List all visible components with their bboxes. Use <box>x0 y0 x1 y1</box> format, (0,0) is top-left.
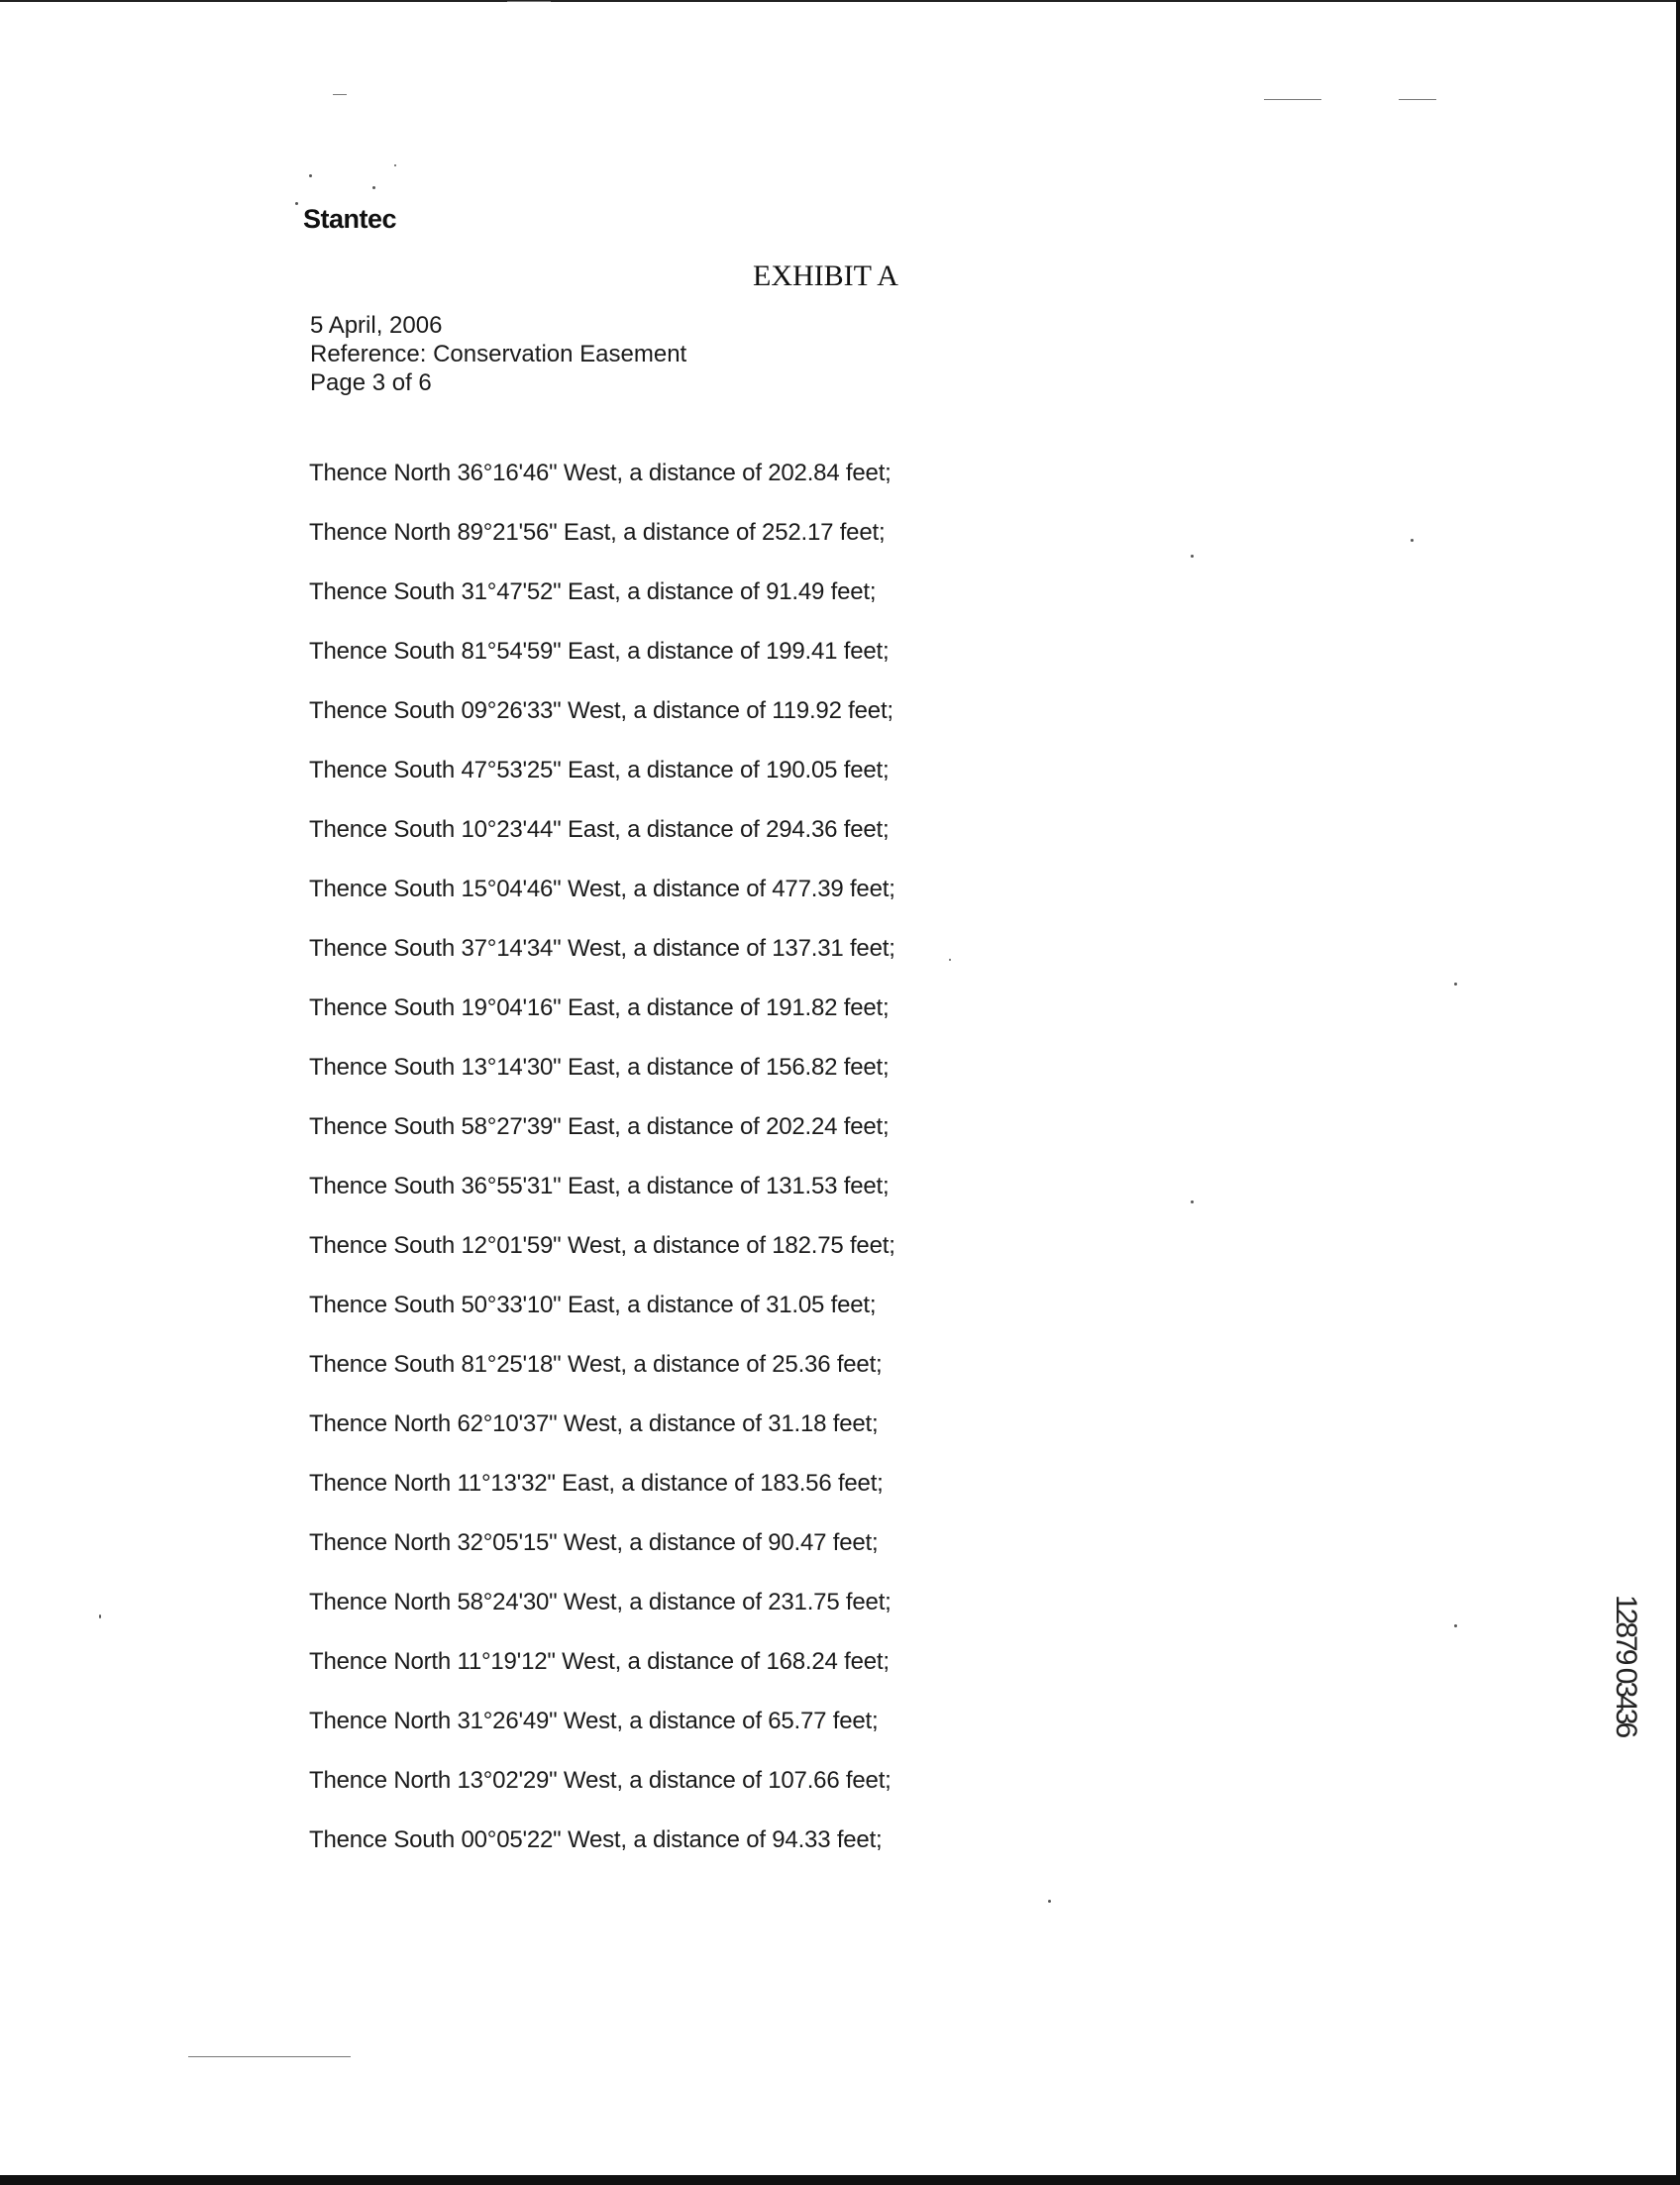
scan-bottom-edge <box>0 2175 1680 2185</box>
scan-dash <box>333 94 347 95</box>
scan-speck <box>949 959 951 961</box>
scan-speck <box>1454 1624 1457 1627</box>
boundary-course: Thence North 62°10'37" West, a distance of 31.18 feet; <box>309 1410 879 1437</box>
scan-speck <box>1411 539 1414 542</box>
boundary-course: Thence South 58°27'39" East, a distance of 202.24 feet; <box>309 1113 890 1140</box>
reference-line: Reference: Conservation Easement <box>310 341 687 367</box>
scan-speck <box>309 174 312 177</box>
scan-speck <box>372 186 375 189</box>
boundary-course: Thence North 31°26'49" West, a distance of 65.77 feet; <box>309 1708 879 1734</box>
scan-dash <box>507 1 551 2</box>
boundary-course: Thence South 36°55'31" East, a distance of 131.53 feet; <box>309 1173 890 1199</box>
boundary-course: Thence North 11°13'32" East, a distance of 183.56 feet; <box>309 1470 884 1497</box>
scan-speck <box>1191 1200 1194 1203</box>
boundary-course: Thence South 31°47'52" East, a distance of 91.49 feet; <box>309 578 877 605</box>
scan-top-edge <box>0 0 1680 2</box>
boundary-course: Thence South 37°14'34" West, a distance of 137.31 feet; <box>309 935 895 962</box>
boundary-course: Thence North 89°21'56" East, a distance of 252.17 feet; <box>309 519 886 546</box>
boundary-course: Thence North 13°02'29" West, a distance of 107.66 feet; <box>309 1767 892 1794</box>
scan-speck <box>1048 1900 1051 1903</box>
boundary-course: Thence North 32°05'15" West, a distance of 90.47 feet; <box>309 1529 879 1556</box>
boundary-course: Thence South 13°14'30" East, a distance of 156.82 feet; <box>309 1054 890 1081</box>
boundary-course: Thence South 10°23'44" East, a distance of 294.36 feet; <box>309 816 890 843</box>
company-logo: Stantec <box>303 204 397 234</box>
boundary-course: Thence North 36°16'46" West, a distance of 202.84 feet; <box>309 460 892 486</box>
document-number-stamp: 12879 03436 <box>1610 1595 1642 1736</box>
boundary-course: Thence North 11°19'12" West, a distance of 168.24 feet; <box>309 1648 890 1675</box>
boundary-course: Thence South 09°26'33" West, a distance of 119.92 feet; <box>309 697 893 724</box>
boundary-course: Thence South 15°04'46" West, a distance of 477.39 feet; <box>309 876 895 902</box>
scan-dash <box>188 2056 351 2057</box>
date-line: 5 April, 2006 <box>310 312 443 339</box>
scan-right-edge <box>1676 0 1680 2185</box>
scan-dash <box>1399 99 1436 100</box>
boundary-course: Thence North 58°24'30" West, a distance of 231.75 feet; <box>309 1589 892 1615</box>
letter-header <box>310 311 686 397</box>
boundary-course-list <box>309 459 895 1885</box>
scan-speck <box>99 1614 101 1618</box>
scan-speck <box>394 164 396 166</box>
boundary-course: Thence South 47°53'25" East, a distance of 190.05 feet; <box>309 757 890 783</box>
boundary-course: Thence South 50°33'10" East, a distance of 31.05 feet; <box>309 1292 877 1318</box>
boundary-course: Thence South 00°05'22" West, a distance of 94.33 feet; <box>309 1826 883 1853</box>
scan-speck <box>295 202 298 205</box>
boundary-course: Thence South 81°54'59" East, a distance of 199.41 feet; <box>309 638 890 665</box>
scan-dash <box>1264 99 1321 100</box>
scan-speck <box>1454 983 1457 986</box>
scan-speck <box>1191 555 1194 558</box>
boundary-course: Thence South 19°04'16" East, a distance of 191.82 feet; <box>309 994 890 1021</box>
exhibit-title: EXHIBIT A <box>753 260 898 292</box>
boundary-course: Thence South 81°25'18" West, a distance of 25.36 feet; <box>309 1351 883 1378</box>
boundary-course: Thence South 12°01'59" West, a distance of 182.75 feet; <box>309 1232 895 1259</box>
page-number-line: Page 3 of 6 <box>310 369 432 396</box>
